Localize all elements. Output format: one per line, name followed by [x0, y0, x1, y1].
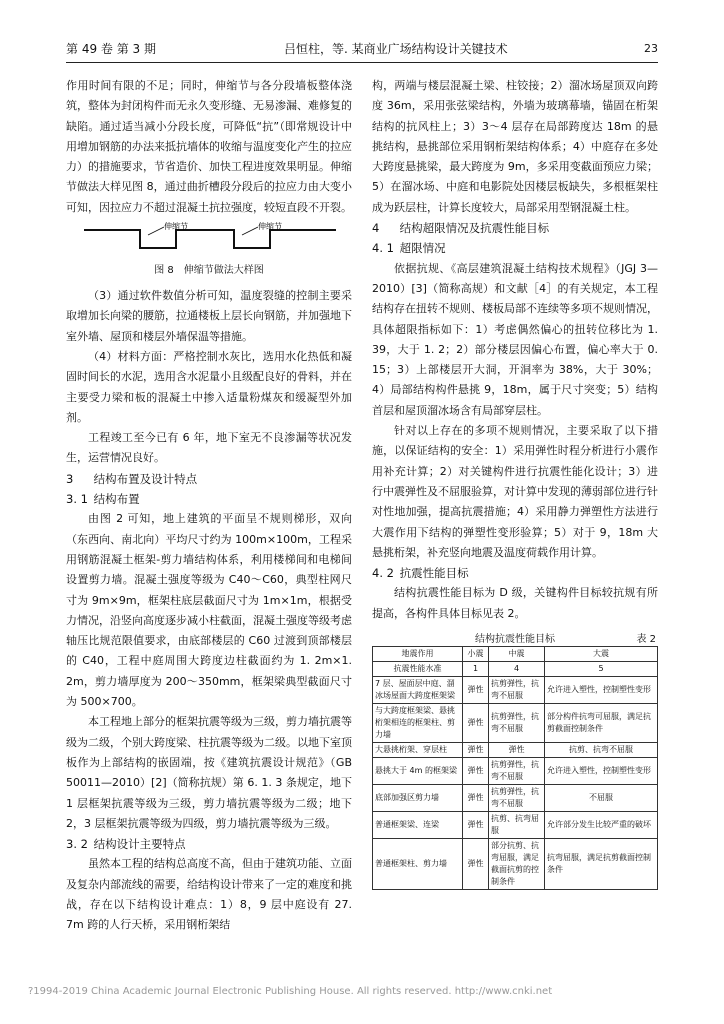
- table-row: [373, 812, 658, 839]
- running-header: [66, 40, 658, 56]
- table-cell: 弹性: [463, 677, 489, 704]
- paragraph-3-2: 虽然本工程的结构总高度不高，但由于建筑功能、立面及复杂内部流线的需要，给结构设计带来了一定的难度和挑战，存在以下结构设计难点：1）8，9 层中庭设有 27. 7m 跨的人行天桥，采用钢桁架结: [66, 857, 352, 932]
- section-number: 4. 2: [372, 566, 394, 581]
- copyright-footer: ?1994-2019 China Academic Journal Electronic Publishing House. All rights reserved. http://www.cnki.net: [28, 986, 553, 997]
- paragraph-3-1-b: 本工程地上部分的框架抗震等级为三级，剪力墙抗震等级为二级，个别大跨度梁、柱抗震等级为二级。以地下室顶板作为上部结构的嵌固端，按《建筑抗震设计规范》（GB 50011—2010）[2]（简称抗规）第 6. 1. 3 条规定，地下 1 层框架抗震等级为三级，剪力墙抗震等级为二级；地下 2，3 层框架抗震等级为四级，剪力墙抗震等级为三级。: [66, 715, 352, 830]
- section-title: 结构超限情况及抗震性能目标: [399, 221, 550, 236]
- section-title: 结构布置及设计特点: [93, 471, 198, 486]
- section-title: 超限情况: [399, 241, 446, 256]
- table-cell: 部分抗剪、抗弯屈服，满足截面抗剪的控制条件: [489, 839, 545, 890]
- column-header: 小震: [463, 647, 489, 662]
- figure-8: [66, 220, 352, 258]
- table-cell: 大悬挑桁架、穿层柱: [373, 743, 463, 758]
- figure-caption: 图 8 伸缩节做法大样图: [154, 265, 264, 277]
- section-4-1-heading: [372, 238, 658, 258]
- table-row: [373, 839, 658, 890]
- paragraph-4-1-a: 依据抗规、《高层建筑混凝土结构技术规程》（JGJ 3—2010）[3]（简称高规）和文献［4］的有关规定，本工程结构存在扭转不规则、楼板局部不连续等多项不规则情况，具体超限指标如下：1）考虑偶然偏心的扭转位移比为 1. 39，大于 1. 2；2）部分楼层因偏心布置，偏心率大于 0. 15；3）上部楼层开大洞，开洞率为 38%，大于 30%；4）局部结构构件悬挑 9，18m，属于尺寸突变；5）结构首层和屋顶溜冰场含有局部穿层柱。: [372, 261, 658, 417]
- table-cell: 抗震性能水准: [373, 662, 463, 677]
- section-number: 3: [66, 471, 74, 486]
- section-number: 4: [372, 221, 380, 236]
- table-cell: 4: [489, 662, 545, 677]
- column-header: 地震作用: [373, 647, 463, 662]
- section-3-heading: [66, 469, 352, 489]
- table-number: 表 2: [636, 634, 656, 646]
- column-header: 大震: [545, 647, 658, 662]
- section-title: 结构布置: [93, 492, 140, 507]
- expansion-joint-drawing: [84, 222, 336, 256]
- table-cell: 普通框架梁、连梁: [373, 812, 463, 839]
- table-cell: 抗剪、抗弯不屈服: [545, 743, 658, 758]
- table-cell: 允许进入塑性，控制塑性变形: [545, 677, 658, 704]
- section-number: 4. 1: [372, 241, 394, 256]
- table-row: [373, 758, 658, 785]
- section-3-1-heading: [66, 489, 352, 509]
- table-cell: 部分构件抗弯可屈服，满足抗剪截面控制条件: [545, 704, 658, 743]
- table-cell: 弹性: [489, 743, 545, 758]
- paragraph-4-2: 结构抗震性能目标为 D 级，关键构件目标较抗规有所提高，各构件具体目标见表 2。: [372, 586, 658, 620]
- table-cell: 弹性: [463, 812, 489, 839]
- table-row: [373, 662, 658, 677]
- table-cell: 悬挑大于 4m 的框架梁: [373, 758, 463, 785]
- table-header-row: [373, 647, 658, 662]
- paragraph-intro: 作用时间有限的不足；同时，伸缩节与各分段墙板整体浇筑，整体为封闭构件而无永久变形缝、无易渗漏、难修复的缺陷。通过适当减小分段长度，可降低“抗”（即常规设计中用增加钢筋的办法来抵抗墙体的收缩与温度变化产生的拉应力）的措施要求，节省造价、加快工程进度效果明显。伸缩节做法大样见图 8，通过曲折槽段分段后的拉应力由大变小可知，因拉应力不超过混凝土抗拉强度，较短直段不开裂。: [66, 79, 352, 214]
- joint-arrow-right: [242, 227, 258, 235]
- table-cell: 允许进入塑性，控制塑性变形: [545, 758, 658, 785]
- section-3-2-heading: [66, 834, 352, 854]
- table-title: 结构抗震性能目标: [475, 634, 555, 646]
- paragraph-3-1-a: 由图 2 可知，地上建筑的平面呈不规则梯形，双向（东西向、南北向）平均尺寸约为 100m×100m，工程采用钢筋混凝土框架-剪力墙结构体系，利用楼梯间和电梯间设置剪力墙。混凝土强度等级为 C40～C60，典型柱网尺寸为 9m×9m，框架柱底层截面尺寸为 1m×1m，根据受力情况，沿竖向高度逐步减小柱截面，混凝土强度等级考虑轴压比规范限值要求，由底部楼层的 C60 过渡到顶部楼层的 C40，工程中庭周围大跨度边柱截面约为 1. 2m×1. 2m，剪力墙厚度为 200～350mm，框架梁典型截面尺寸为 500×700。: [66, 512, 352, 709]
- table-cell: 抗剪弹性，抗弯不屈服: [489, 677, 545, 704]
- seismic-performance-table: [372, 646, 658, 890]
- table-cell: 抗剪、抗弯屈服: [489, 812, 545, 839]
- article-running-title: 吕恒柱，等. 某商业广场结构设计关键技术: [284, 42, 508, 56]
- table-cell: 不屈服: [545, 785, 658, 812]
- table-caption: [372, 630, 658, 646]
- table-row: [373, 704, 658, 743]
- table-row: [373, 743, 658, 758]
- section-number: 3. 1: [66, 492, 88, 507]
- right-column: [372, 76, 658, 890]
- table-cell: 弹性: [463, 839, 489, 890]
- table-cell: 弹性: [463, 785, 489, 812]
- section-number: 3. 2: [66, 837, 88, 852]
- joint-label-2: 伸缩节: [258, 222, 282, 232]
- table-cell: 5: [545, 662, 658, 677]
- joint-label-1: 伸缩节: [164, 222, 188, 232]
- joint-profile-line: [84, 230, 336, 248]
- table-cell: 1: [463, 662, 489, 677]
- table-cell: 抗剪弹性，抗弯不屈服: [489, 758, 545, 785]
- table-cell: 普通框架柱、剪力墙: [373, 839, 463, 890]
- header-rule: [66, 62, 658, 63]
- table-cell: 抗剪弹性，抗弯不屈服: [489, 704, 545, 743]
- page-number: 23: [644, 42, 658, 55]
- paragraph-4-1-b: 针对以上存在的多项不规则情况，主要采取了以下措施，以保证结构的安全：1）采用弹性时程分析进行小震作用补充计算；2）对关键构件进行抗震性能化设计；3）进行中震弹性及不屈服验算，对计算中发现的薄弱部位进行针对性地加强，提高抗震措施；4）采用静力弹塑性方法进行大震作用下结构的弹塑性变形验算；5）对于 9，18m 大悬挑桁架，补充竖向地震及温度荷载作用计算。: [372, 424, 658, 559]
- paragraph-5: 工程竣工至今已有 6 年，地下室无不良渗漏等状况发生，运营情况良好。: [66, 431, 352, 465]
- joint-arrow-left: [148, 227, 164, 235]
- table-cell: 允许部分发生比较严重的破坏: [545, 812, 658, 839]
- section-4-heading: [372, 218, 658, 238]
- paragraph-3: （3）通过软件数值分析可知，温度裂缝的控制主要采取增加长向梁的腰筋，拉通楼板上层长向钢筋，并加强地下室外墙、屋顶和楼层外墙保温等措施。: [66, 289, 352, 343]
- table-cell: 底部加强区剪力墙: [373, 785, 463, 812]
- section-title: 结构设计主要特点: [93, 837, 186, 852]
- section-4-2-heading: [372, 563, 658, 583]
- table-cell: 抗弯屈服，满足抗剪截面控制条件: [545, 839, 658, 890]
- table-row: [373, 677, 658, 704]
- table-cell: 弹性: [463, 743, 489, 758]
- table-cell: 与大跨度框架梁、悬挑桁架相连的框架柱、剪力墙: [373, 704, 463, 743]
- paragraph-4: （4）材料方面：严格控制水灰比，选用水化热低和凝固时间长的水泥，选用含水泥量小且级配良好的骨料，并在主要受力梁和板的混凝土中掺入适量粉煤灰和缓凝型外加剂。: [66, 349, 352, 424]
- table-cell: 抗剪弹性，抗弯不屈服: [489, 785, 545, 812]
- left-column: [66, 76, 352, 936]
- table-cell: 7 层、屋面层中庭、溜冰场屋面大跨度框架梁: [373, 677, 463, 704]
- column-header: 中震: [489, 647, 545, 662]
- paragraph-continued: 构，两端与楼层混凝土梁、柱铰接；2）溜冰场屋顶双向跨度 36m，采用张弦梁结构，外墙为玻璃幕墙，锚固在桁架结构的抗风柱上；3）3～4 层存在局部跨度达 18m 的悬挑结构，悬挑部位采用钢桁架结构体系；4）中庭存在多处大跨度悬挑梁，最大跨度为 9m，多采用变截面预应力梁；5）在溜冰场、中庭和电影院处因楼层板缺失，多根框架柱成为跃层柱，计算长度较大，局部采用型钢混凝土柱。: [372, 79, 658, 214]
- journal-volume-issue: 第 49 卷 第 3 期: [66, 42, 156, 56]
- table-cell: 弹性: [463, 758, 489, 785]
- table-row: [373, 785, 658, 812]
- table-cell: 弹性: [463, 704, 489, 743]
- section-title: 抗震性能目标: [399, 566, 469, 581]
